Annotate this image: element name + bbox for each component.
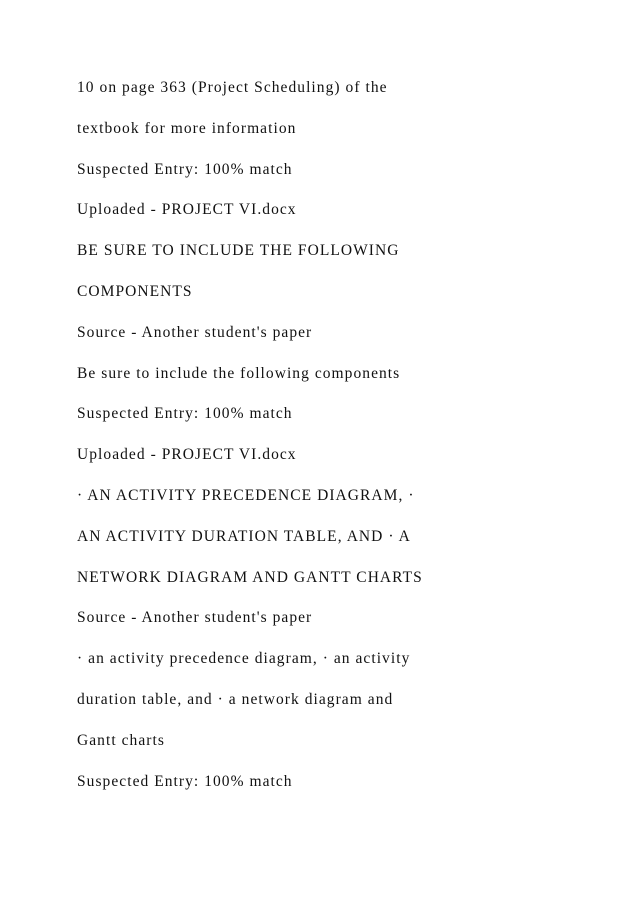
text-line: Source - Another student's paper: [77, 323, 313, 341]
text-line: Be sure to include the following components: [77, 364, 401, 382]
text-line: NETWORK DIAGRAM AND GANTT CHARTS: [77, 568, 423, 586]
document-text: [77, 78, 423, 812]
text-line: Source - Another student's paper: [77, 609, 313, 627]
text-line: Uploaded - PROJECT VI.docx: [77, 201, 297, 219]
text-line: textbook for more information: [77, 119, 297, 137]
text-line: · AN ACTIVITY PRECEDENCE DIAGRAM, ·: [77, 486, 415, 504]
text-line: Suspected Entry: 100% match: [77, 160, 293, 178]
text-line: AN ACTIVITY DURATION TABLE, AND · A: [77, 527, 411, 545]
text-line: · an activity precedence diagram, · an activity: [77, 650, 411, 668]
text-line: BE SURE TO INCLUDE THE FOLLOWING: [77, 242, 400, 260]
text-line: 10 on page 363 (Project Scheduling) of the: [77, 79, 388, 96]
text-line: Gantt charts: [77, 731, 165, 749]
text-line: Suspected Entry: 100% match: [77, 405, 293, 423]
text-line: COMPONENTS: [77, 282, 193, 300]
text-line: Suspected Entry: 100% match: [77, 772, 293, 790]
text-line: duration table, and · a network diagram and: [77, 690, 394, 708]
text-line: Uploaded - PROJECT VI.docx: [77, 446, 297, 464]
